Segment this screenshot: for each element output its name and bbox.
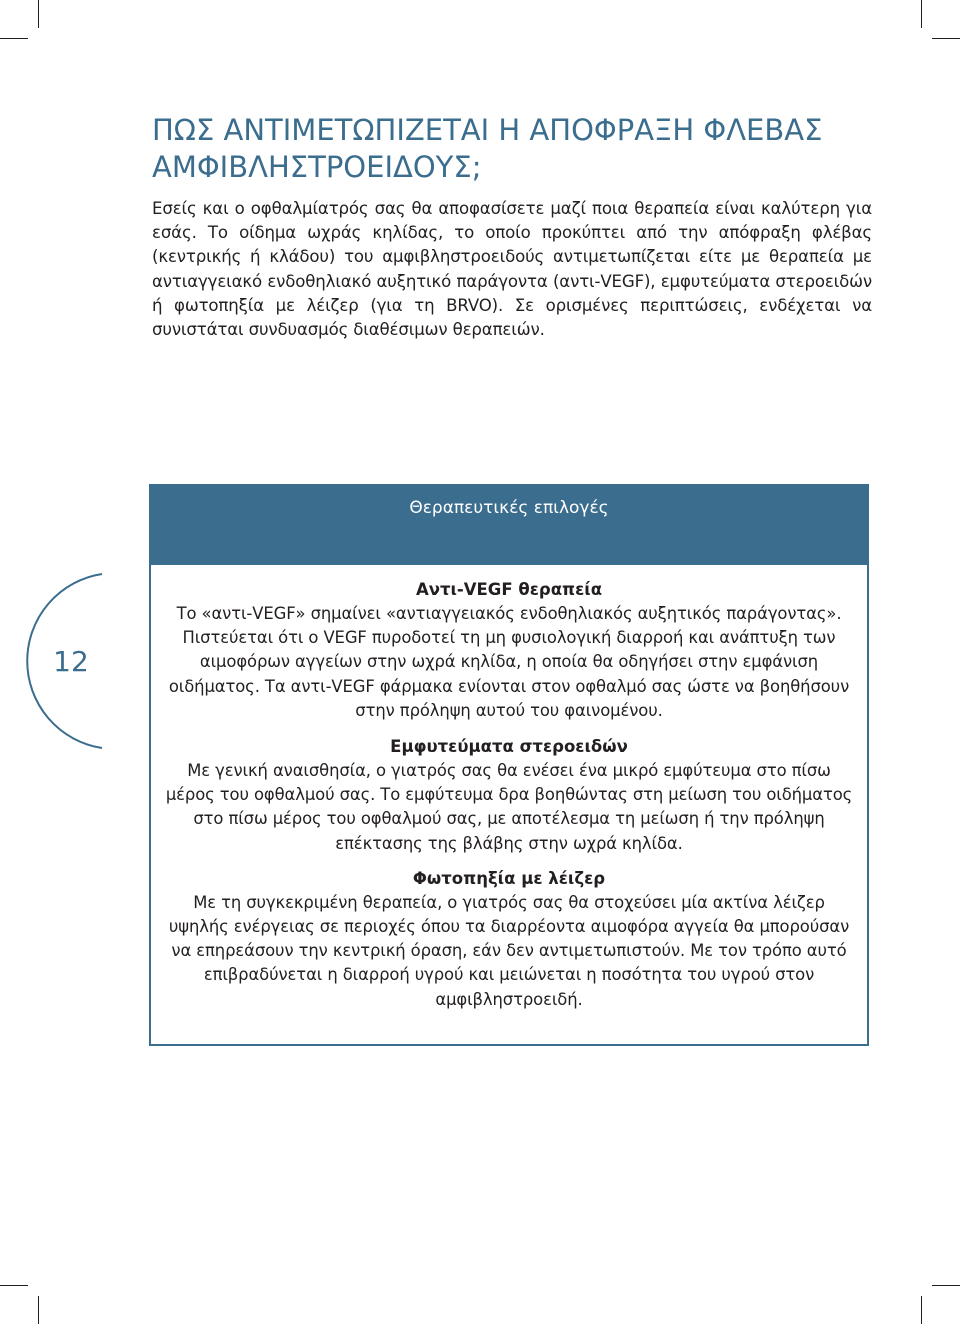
treatment-options-box	[149, 484, 869, 1046]
section-text: Με γενική αναισθησία, ο γιατρός σας θα ενέσει ένα μικρό εμφύτευμα στο πίσω μέρος του οφθαλμού σας. Το εμφύτευμα δρα βοηθώντας στη μείωση του οιδήματος στο πίσω μέρος του οφθαλμού σας, με αποτέλεσμα τη μείωση ή την πρόληψη επέκτασης της βλάβης στην ωχρά κηλίδα.	[165, 761, 853, 853]
section-anti-vegf	[151, 565, 867, 723]
treatment-options-header	[151, 486, 867, 565]
crop-mark	[0, 1285, 28, 1286]
crop-mark	[0, 38, 28, 39]
page-title-line-1: ΠΩΣ ΑΝΤΙΜΕΤΩΠΙΖΕΤΑΙ Η ΑΠΟΦΡΑΞΗ ΦΛΕΒΑΣ	[152, 113, 823, 147]
section-laser-photocoagulation	[151, 856, 867, 1012]
intro-paragraph: Εσείς και ο οφθαλμίατρός σας θα αποφασίσετε μαζί ποια θεραπεία είναι καλύτερη για εσάς. Το οίδημα ωχράς κηλίδας, το οποίο προκύπτει από την απόφραξη φλέβας (κεντρικής ή κλάδου) του αμφιβληστροειδούς αντιμετωπίζεται είτε με θεραπεία με αντιαγγειακό ενδοθηλιακό αυξητικό παράγοντα (αντι-VEGF), εμφυτεύματα στεροειδών ή φωτοπηξία με λέιζερ (για τη BRVO). Σε ορισμένες περιπτώσεις, ενδέχεται να συνιστάται συνδυασμός διαθέσιμων θεραπειών.	[152, 199, 872, 340]
crop-mark	[932, 38, 960, 39]
section-text: Με τη συγκεκριμένη θεραπεία, ο γιατρός σας θα στοχεύσει μία ακτίνα λέιζερ υψηλής ενέργειας σε περιοχές όπου τα διαρρέοντα αιμοφόρα αγγεία θα μπορούσαν να επηρεάσουν την κεντρική όραση, εάν δεν αντιμετωπιστούν. Με τον τρόπο αυτό επιβραδύνεται η διαρροή υγρού και μειώνεται η ποσότητα του υγρού στον αμφιβληστροειδή.	[168, 892, 850, 1009]
crop-mark	[921, 1296, 922, 1324]
crop-mark	[38, 0, 39, 28]
crop-mark	[921, 0, 922, 28]
section-title: Αντι-VEGF θεραπεία	[415, 580, 603, 599]
section-title: Εμφυτεύματα στεροειδών	[390, 737, 628, 757]
section-steroid-implants	[151, 723, 867, 856]
page-title-line-2: ΑΜΦΙΒΛΗΣΤΡΟΕΙΔΟΥΣ;	[152, 150, 482, 184]
section-title: Φωτοπηξία με λέιζερ	[412, 868, 606, 888]
treatment-options-title: Θεραπευτικές επιλογές	[409, 498, 609, 518]
page-number: 12	[53, 645, 89, 678]
crop-mark	[932, 1285, 960, 1286]
page-title	[152, 112, 872, 186]
section-text: Το «αντι-VEGF» σημαίνει «αντιαγγειακός ενδοθηλιακός αυξητικός παράγοντας». Πιστεύεται ότι ο VEGF πυροδοτεί τη μη φυσιολογική διαρροή και ανάπτυξη των αιμοφόρων αγγείων στην ωχρά κηλίδα, η οποία θα οδηγήσει στην εμφάνιση οιδήματος. Τα αντι-VEGF φάρμακα ενίονται στον οφθαλμό σας ώστε να βοηθήσουν στην πρόληψη αυτού του φαινομένου.	[168, 604, 850, 720]
crop-mark	[38, 1296, 39, 1324]
